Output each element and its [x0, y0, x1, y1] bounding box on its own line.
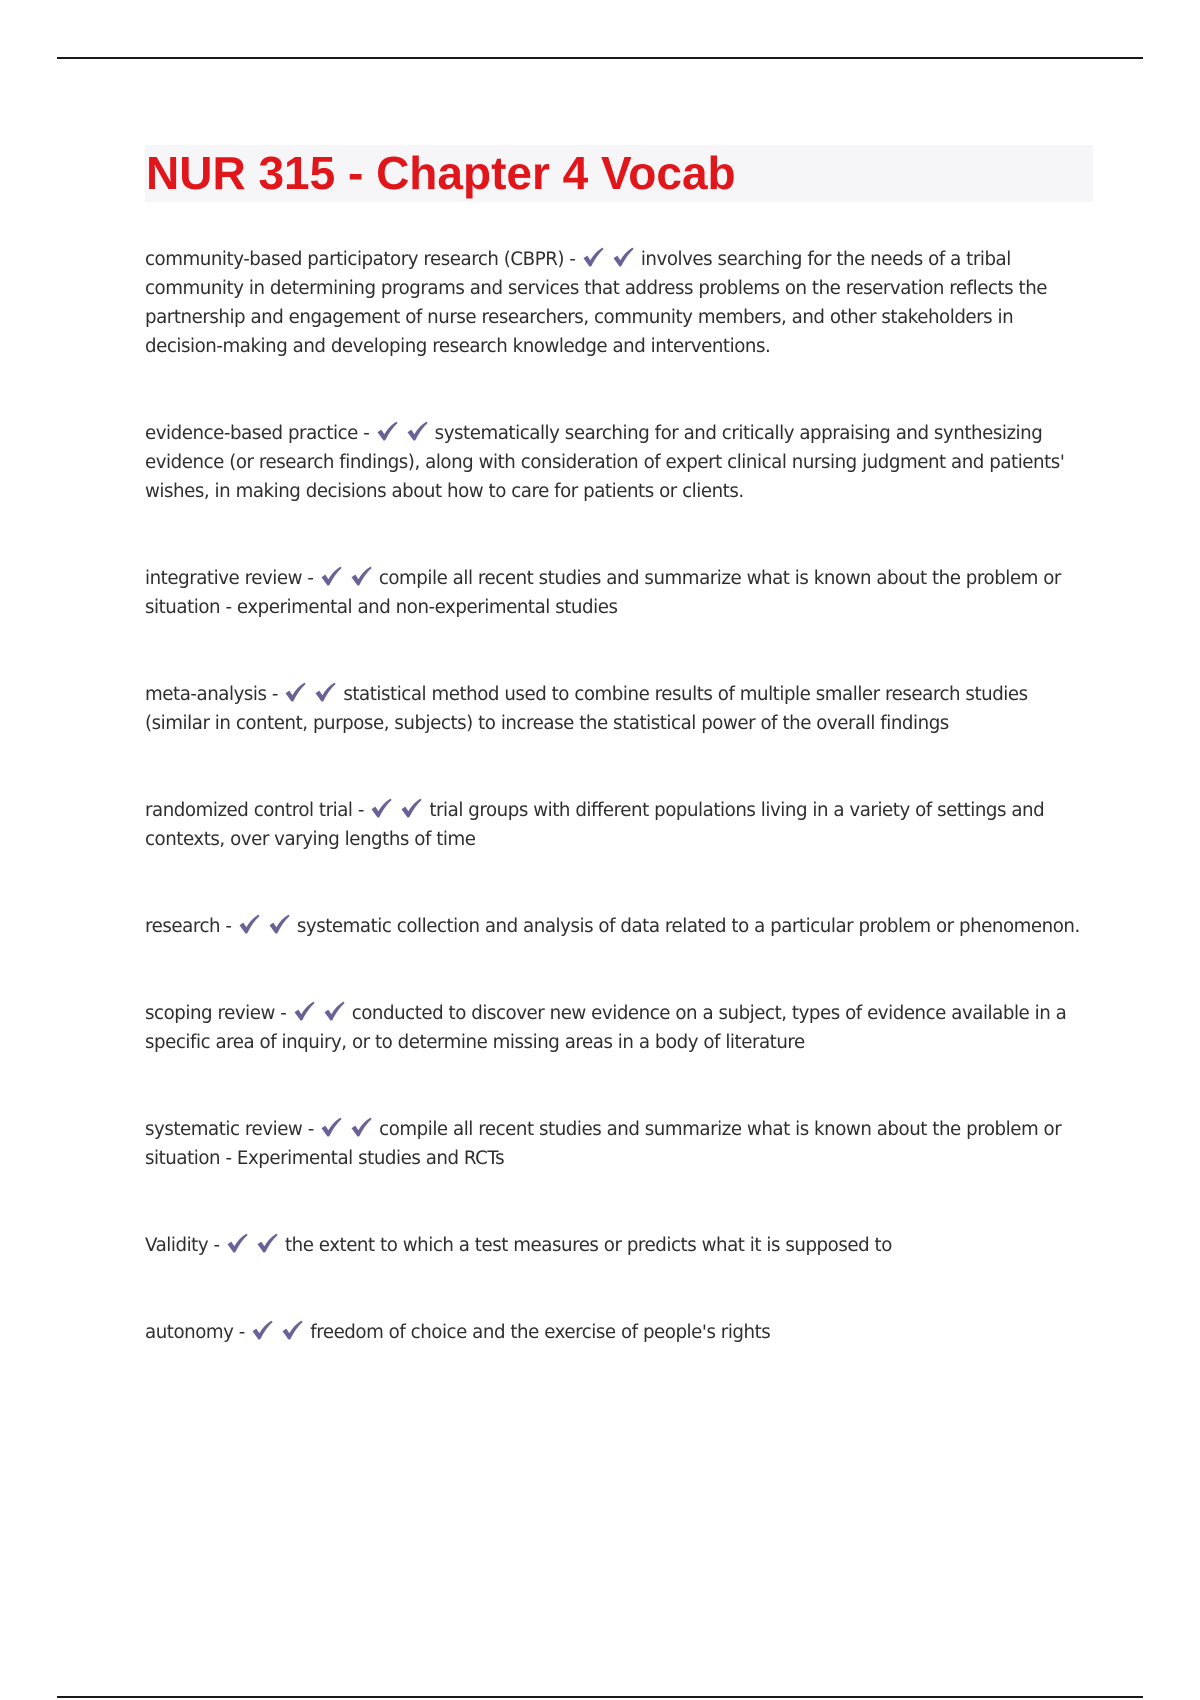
vocab-term: community-based participatory research (CBPR) -	[145, 249, 581, 270]
page-title: NUR 315 - Chapter 4 Vocab	[146, 147, 736, 199]
vocab-entry	[145, 564, 1095, 622]
check-icon	[292, 1000, 316, 1022]
check-icon	[319, 565, 343, 587]
vocab-entry	[145, 999, 1095, 1057]
check-icon	[225, 1232, 249, 1254]
vocab-term: research -	[145, 916, 237, 937]
check-icon	[250, 1319, 274, 1341]
check-icon	[399, 797, 423, 819]
vocab-term: scoping review -	[145, 1003, 292, 1024]
vocab-term: randomized control trial -	[145, 800, 370, 821]
check-icon	[283, 681, 307, 703]
vocab-term: autonomy -	[145, 1322, 251, 1343]
check-icon	[349, 1116, 373, 1138]
check-icon	[405, 420, 429, 442]
vocab-entry	[145, 1115, 1095, 1173]
top-rule	[57, 57, 1143, 59]
vocab-entry	[145, 245, 1095, 361]
check-icon	[322, 1000, 346, 1022]
check-icon	[267, 913, 291, 935]
vocab-definition: trial groups with different populations living in a variety of settings and contexts, over varying lengths of time	[145, 800, 1045, 850]
vocab-definition: systematically searching for and critically appraising and synthesizing evidence (or research findings), along with consideration of expert clinical nursing judgment and patients' wishes, in making decisions about how to care for patients or clients.	[145, 423, 1065, 502]
check-icon	[319, 1116, 343, 1138]
vocab-definition: freedom of choice and the exercise of people's rights	[310, 1322, 771, 1343]
vocab-entry	[145, 419, 1095, 506]
vocab-definition: conducted to discover new evidence on a subject, types of evidence available in a specific area of inquiry, or to determine missing areas in a body of literature	[145, 1003, 1067, 1053]
check-icon	[255, 1232, 279, 1254]
vocab-entry	[145, 1231, 1095, 1260]
vocab-term: systematic review -	[145, 1119, 320, 1140]
vocab-definition: systematic collection and analysis of data related to a particular problem or phenomenon.	[296, 916, 1080, 937]
check-icon	[349, 565, 373, 587]
vocab-definition: the extent to which a test measures or predicts what it is supposed to	[284, 1235, 892, 1256]
vocab-entry	[145, 680, 1095, 738]
vocab-entry	[145, 912, 1095, 941]
check-icon	[280, 1319, 304, 1341]
check-icon	[313, 681, 337, 703]
check-icon	[237, 913, 261, 935]
check-icon	[375, 420, 399, 442]
vocab-term: integrative review -	[145, 568, 319, 589]
vocab-definition: compile all recent studies and summarize what is known about the problem or situation - Experimental studies and RCTs	[145, 1119, 1062, 1169]
vocab-definition: involves searching for the needs of a tribal community in determining programs and services that address problems on the reservation reflects the partnership and engagement of nurse researchers, community members, and other stakeholders in decision-making and developing research knowledge and interventions.	[145, 249, 1048, 357]
vocab-entry	[145, 796, 1095, 854]
vocab-term: Validity -	[145, 1235, 225, 1256]
check-icon	[581, 246, 605, 268]
bottom-rule	[57, 1696, 1143, 1698]
check-icon	[611, 246, 635, 268]
vocab-term: evidence-based practice -	[145, 423, 375, 444]
vocab-definition: compile all recent studies and summarize what is known about the problem or situation - experimental and non-experimental studies	[145, 568, 1061, 618]
check-icon	[369, 797, 393, 819]
vocab-term: meta-analysis -	[145, 684, 284, 705]
vocab-list	[145, 245, 1095, 1347]
vocab-definition: statistical method used to combine results of multiple smaller research studies (similar in content, purpose, subjects) to increase the statistical power of the overall findings	[145, 684, 1028, 734]
vocab-entry	[145, 1318, 1095, 1347]
